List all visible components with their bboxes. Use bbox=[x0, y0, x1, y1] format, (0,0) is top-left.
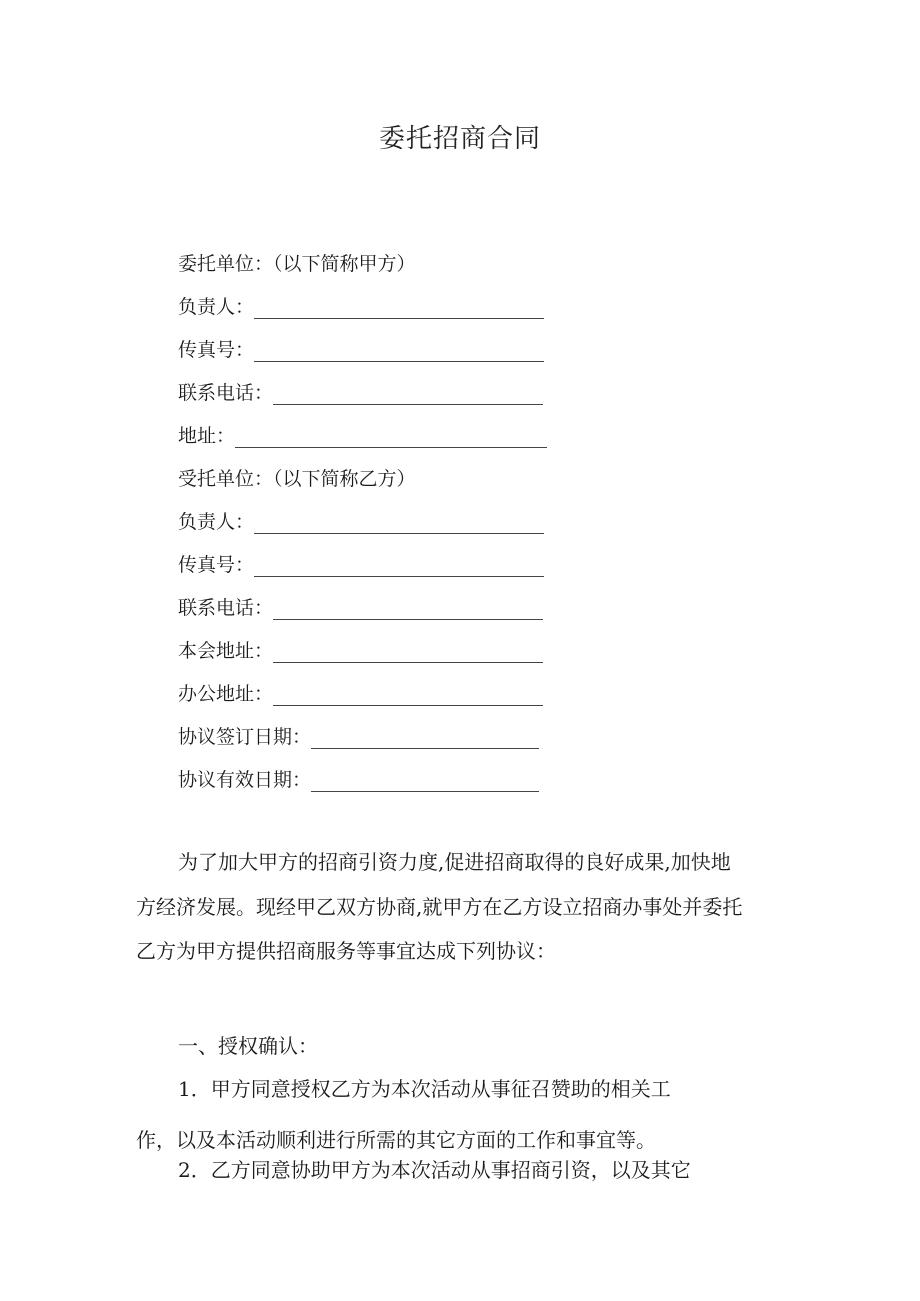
section-heading: 一、授权确认： bbox=[178, 1034, 318, 1058]
field-a-responsible-person bbox=[178, 279, 578, 322]
intro-line: 为了加大甲方的招商引资力度,促进招商取得的良好成果,加快地 bbox=[178, 850, 731, 874]
field-label: 传真号： bbox=[178, 339, 255, 361]
field-a-address bbox=[178, 408, 578, 451]
field-signing-date bbox=[178, 709, 578, 752]
field-b-responsible-person bbox=[178, 494, 578, 537]
field-label: 协议有效日期： bbox=[178, 769, 312, 791]
blank-line bbox=[311, 722, 539, 752]
field-b-registered-address bbox=[178, 623, 578, 666]
field-label: 联系电话： bbox=[178, 382, 274, 404]
party-info-fields bbox=[178, 236, 578, 795]
field-b-office-address bbox=[178, 666, 578, 709]
field-label: 受托单位：（以下简称乙方） bbox=[178, 468, 416, 490]
clause-line: 1．甲方同意授权乙方为本次活动从事征召赞助的相关工 bbox=[178, 1077, 671, 1101]
field-entrusted-party bbox=[178, 451, 578, 494]
blank-line bbox=[273, 636, 543, 666]
blank-line bbox=[311, 765, 539, 795]
field-a-fax bbox=[178, 322, 578, 365]
intro-line: 乙方为甲方提供招商服务等事宜达成下列协议： bbox=[136, 939, 556, 963]
field-b-fax bbox=[178, 537, 578, 580]
document-title: 委托招商合同 bbox=[378, 124, 541, 154]
field-label: 负责人： bbox=[178, 511, 255, 533]
blank-line bbox=[273, 593, 543, 623]
field-label: 传真号： bbox=[178, 554, 255, 576]
blank-line bbox=[235, 421, 547, 451]
blank-line bbox=[273, 679, 543, 709]
blank-line bbox=[254, 550, 544, 580]
field-entrusting-party bbox=[178, 236, 578, 279]
field-label: 协议签订日期： bbox=[178, 726, 312, 748]
field-valid-date bbox=[178, 752, 578, 795]
clause-line: 作，以及本活动顺利进行所需的其它方面的工作和事宜等。 bbox=[136, 1128, 656, 1152]
field-label: 联系电话： bbox=[178, 597, 274, 619]
field-label: 本会地址： bbox=[178, 640, 274, 662]
blank-line bbox=[273, 378, 543, 408]
field-label: 委托单位：（以下简称甲方） bbox=[178, 253, 416, 275]
field-a-phone bbox=[178, 365, 578, 408]
field-label: 办公地址： bbox=[178, 683, 274, 705]
blank-line bbox=[254, 292, 544, 322]
blank-line bbox=[254, 507, 544, 537]
intro-line: 方经济发展。现经甲乙双方协商,就甲方在乙方设立招商办事处并委托 bbox=[136, 895, 743, 919]
field-b-phone bbox=[178, 580, 578, 623]
clause-line: 2．乙方同意协助甲方为本次活动从事招商引资，以及其它 bbox=[178, 1158, 691, 1182]
field-label: 负责人： bbox=[178, 296, 255, 318]
blank-line bbox=[254, 335, 544, 365]
field-label: 地址： bbox=[178, 425, 236, 447]
